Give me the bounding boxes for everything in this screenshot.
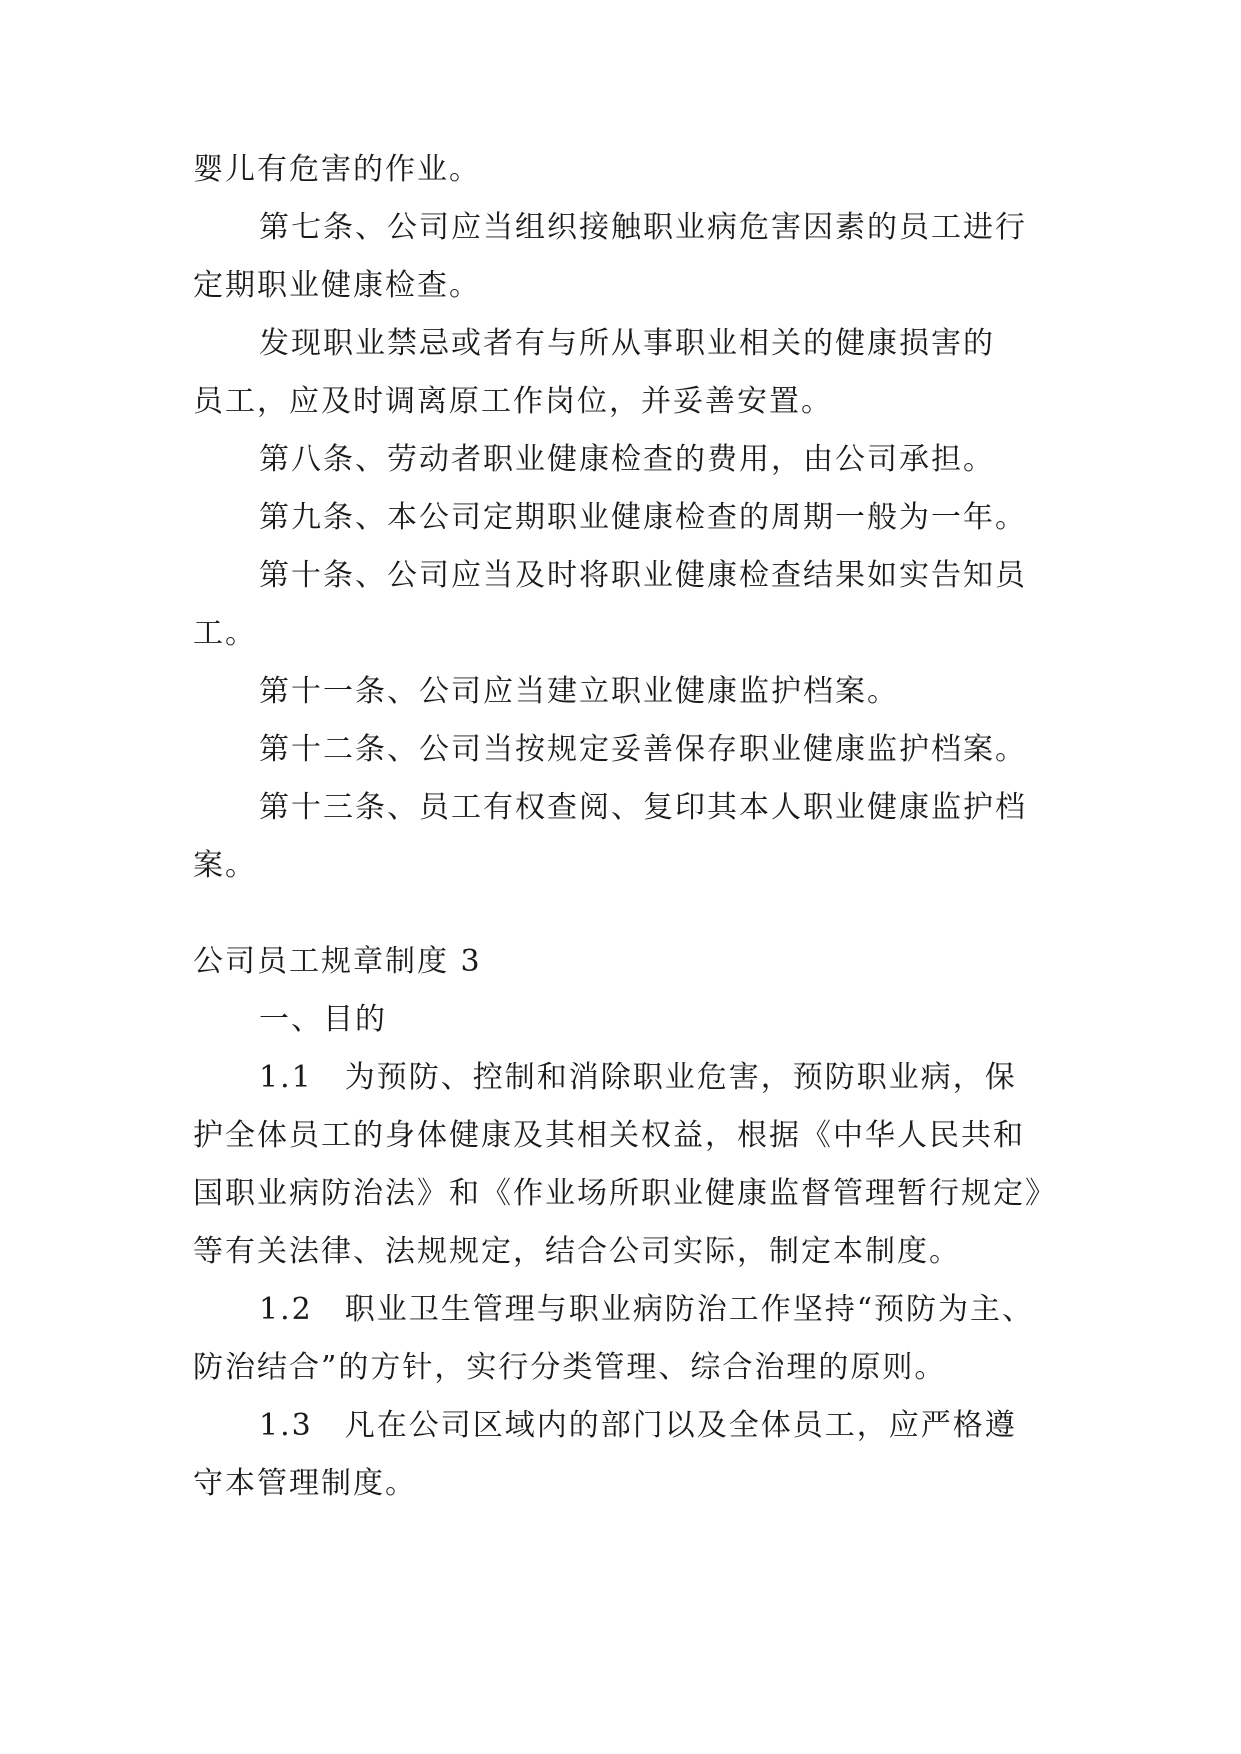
paragraph-line: 发现职业禁忌或者有与所从事职业相关的健康损害的	[259, 326, 995, 361]
section-spacer	[193, 904, 1053, 942]
paragraph-line: 1.1 为预防、控制和消除职业危害，预防职业病，保	[259, 1060, 1017, 1095]
paragraph-line: 第十一条、公司应当建立职业健康监护档案。	[259, 674, 899, 709]
paragraph-line: 工。	[193, 616, 257, 651]
paragraph-line: 员工，应及时调离原工作岗位，并妥善安置。	[193, 384, 833, 419]
paragraph-line: 护全体员工的身体健康及其相关权益，根据《中华人民共和	[193, 1118, 1025, 1153]
paragraph-line: 第八条、劳动者职业健康检查的费用，由公司承担。	[259, 442, 995, 477]
paragraph-line: 第七条、公司应当组织接触职业病危害因素的员工进行	[259, 210, 1027, 245]
paragraph-line: 等有关法律、法规规定，结合公司实际，制定本制度。	[193, 1234, 961, 1269]
paragraph-line: 第十条、公司应当及时将职业健康检查结果如实告知员	[259, 558, 1027, 593]
document-body	[193, 150, 1057, 1522]
paragraph-line: 国职业病防治法》和《作业场所职业健康监督管理暂行规定》	[193, 1176, 1057, 1211]
paragraph-line: 案。	[193, 848, 257, 883]
paragraph-line: 第九条、本公司定期职业健康检查的周期一般为一年。	[259, 500, 1027, 535]
paragraph-line: 1.3 凡在公司区域内的部门以及全体员工，应严格遵	[259, 1408, 1017, 1443]
paragraph-line: 定期职业健康检查。	[193, 268, 481, 303]
paragraph-line: 防治结合”的方针，实行分类管理、综合治理的原则。	[193, 1350, 947, 1385]
section-heading: 一、目的	[259, 1002, 387, 1037]
paragraph-line: 第十二条、公司当按规定妥善保存职业健康监护档案。	[259, 732, 1027, 767]
paragraph-line: 1.2 职业卫生管理与职业病防治工作坚持“预防为主、	[259, 1292, 1035, 1327]
paragraph-line: 第十三条、员工有权查阅、复印其本人职业健康监护档	[259, 790, 1027, 825]
paragraph-line: 婴儿有危害的作业。	[193, 152, 481, 187]
paragraph-line: 守本管理制度。	[193, 1466, 417, 1501]
section-title: 公司员工规章制度 3	[193, 944, 482, 979]
